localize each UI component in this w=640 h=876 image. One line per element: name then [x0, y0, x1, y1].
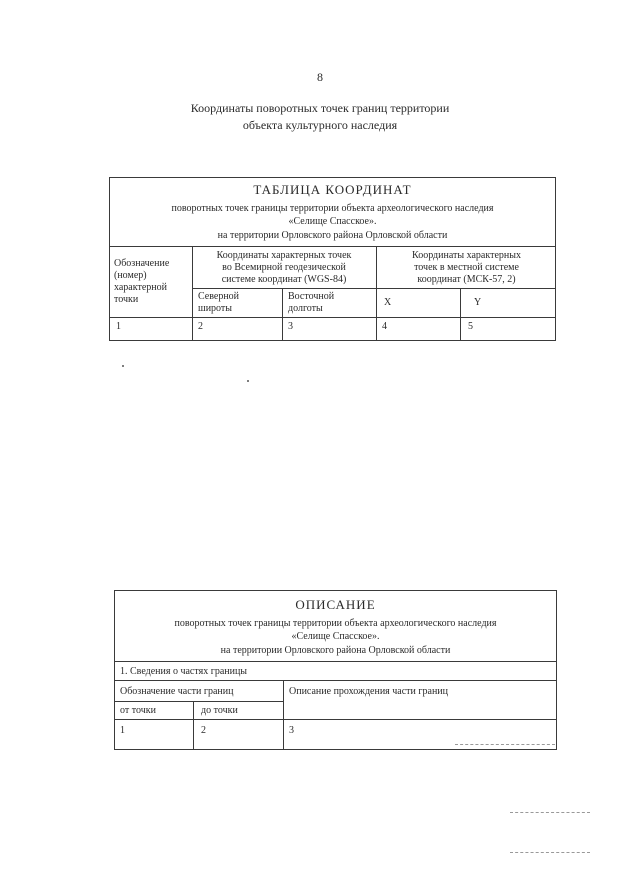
- coordinates-table: [109, 177, 556, 341]
- row-divider: [192, 288, 555, 289]
- row-divider: [115, 661, 556, 662]
- column-number-2: 2: [201, 725, 206, 736]
- description-table-subtitle-2: «Селище Спасское».: [291, 631, 380, 642]
- column-header-from-point: от точки: [120, 705, 156, 716]
- column-header-to-point: до точки: [201, 705, 238, 716]
- row-divider: [115, 719, 556, 720]
- row-divider: [110, 246, 555, 247]
- column-divider: [282, 288, 283, 340]
- column-header-y: Y: [474, 297, 482, 308]
- column-number-2: 2: [198, 321, 203, 332]
- column-header-x: X: [384, 297, 392, 308]
- row-divider: [110, 317, 555, 318]
- column-number-4: 4: [382, 321, 387, 332]
- page-number: 8: [317, 70, 323, 84]
- column-header-passage-description: Описание прохождения части границ: [289, 686, 448, 697]
- scan-speck: [247, 380, 249, 382]
- section-label: 1. Сведения о частях границы: [120, 666, 248, 677]
- column-divider: [283, 680, 284, 749]
- description-table: [114, 590, 557, 750]
- column-header-part-designation: Обозначение части границ: [120, 686, 234, 697]
- column-number-3: 3: [289, 725, 294, 736]
- column-number-1: 1: [116, 321, 121, 332]
- description-table-subtitle-1: поворотных точек границы территории объекта археологического наследия: [174, 618, 497, 629]
- scan-mark: [510, 852, 590, 853]
- coordinates-table-title: ТАБЛИЦА КООРДИНАТ: [253, 182, 412, 197]
- column-header-designation: Обозначение (номер) характерной точки: [114, 258, 170, 305]
- coordinates-table-subtitle-3: на территории Орловского района Орловской области: [217, 230, 448, 241]
- description-table-subtitle-3: на территории Орловского района Орловской области: [220, 645, 451, 656]
- column-header-east: Восточной долготы: [288, 291, 335, 314]
- scan-mark: [510, 812, 590, 813]
- column-header-wgs84: Координаты характерных точек во Всемирной геодезической системе координат (WGS-84): [216, 250, 352, 285]
- column-divider: [193, 701, 194, 749]
- column-header-north: Северной широты: [198, 291, 240, 314]
- column-header-msk57: Координаты характерных точек в местной системе координат (МСК-57, 2): [412, 250, 521, 285]
- document-title-line1: Координаты поворотных точек границ территории: [190, 101, 450, 115]
- row-divider: [115, 701, 283, 702]
- column-number-5: 5: [468, 321, 473, 332]
- scan-mark: [455, 744, 555, 745]
- scan-speck: [122, 365, 124, 367]
- column-number-3: 3: [288, 321, 293, 332]
- row-divider: [115, 680, 556, 681]
- column-divider: [460, 288, 461, 340]
- column-number-1: 1: [120, 725, 125, 736]
- document-title-line2: объекта культурного наследия: [242, 118, 398, 132]
- document-title: [0, 100, 640, 134]
- coordinates-table-subtitle-2: «Селище Спасское».: [288, 216, 377, 227]
- description-table-title: ОПИСАНИЕ: [295, 597, 376, 612]
- coordinates-table-subtitle-1: поворотных точек границы территории объекта археологического наследия: [171, 203, 494, 214]
